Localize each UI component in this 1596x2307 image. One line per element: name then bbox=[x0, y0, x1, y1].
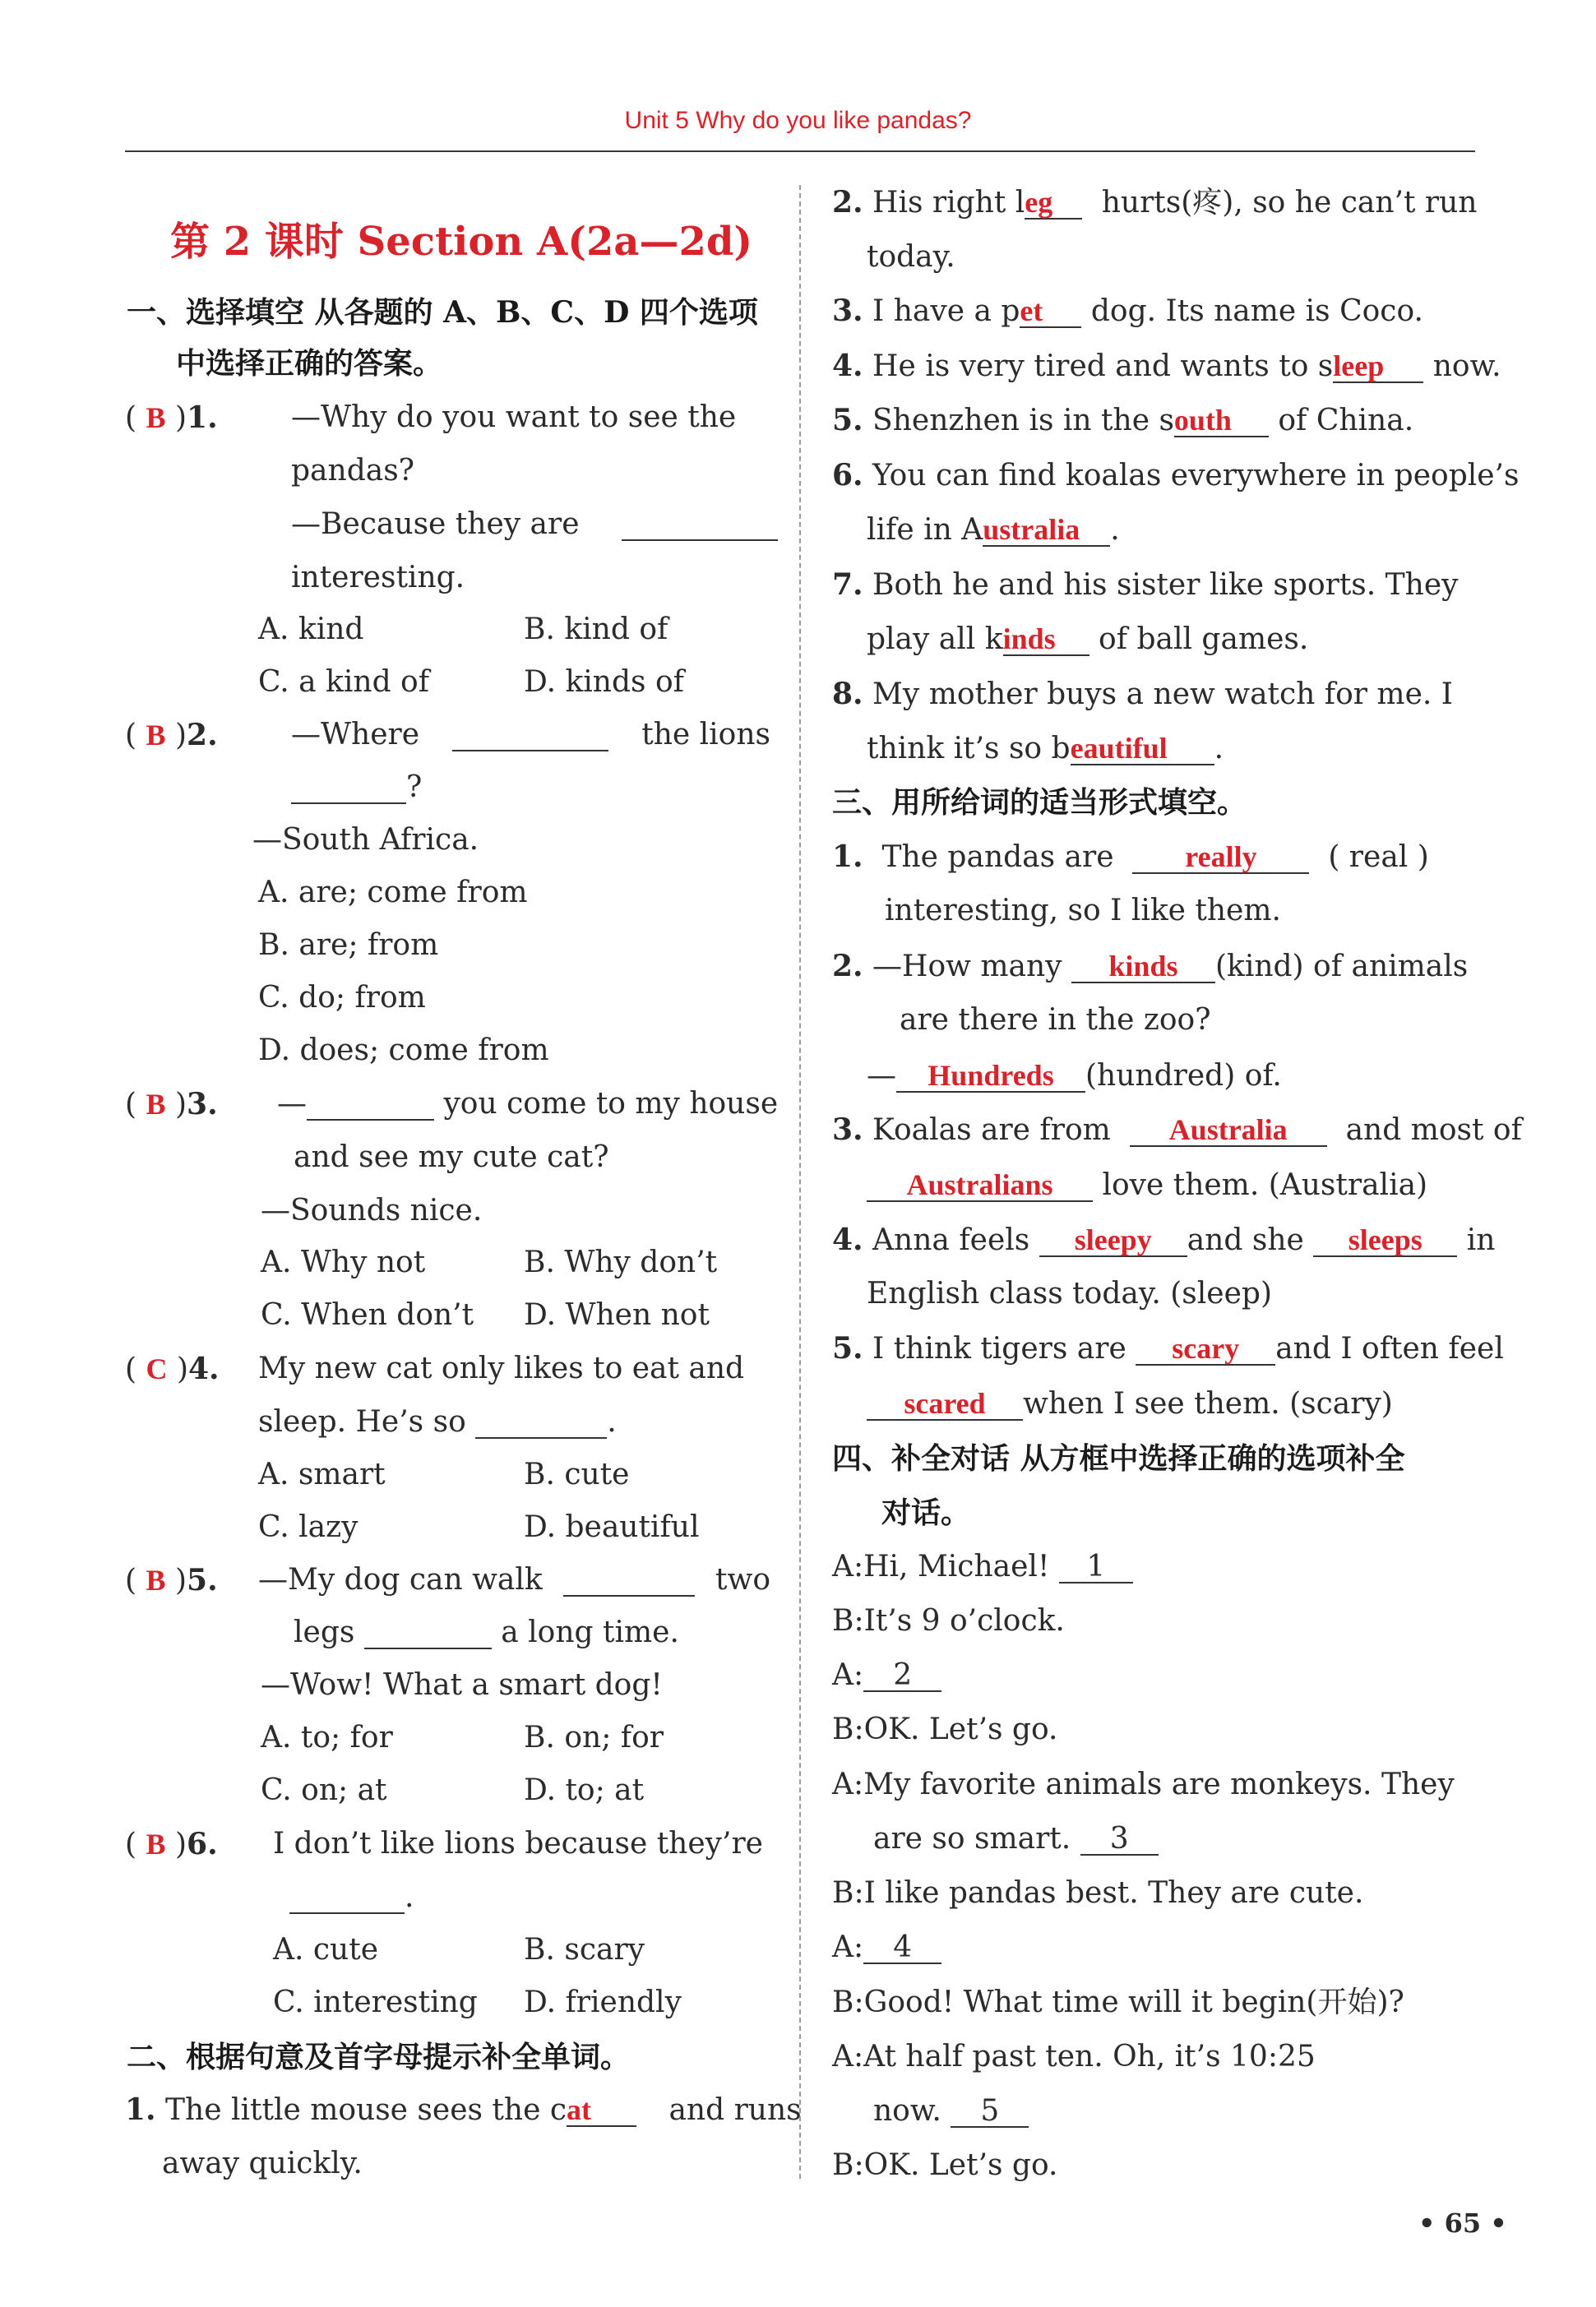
p3-q4-cont: English class today. (sleep) bbox=[867, 1277, 1272, 1311]
q5-answer: B bbox=[146, 1564, 166, 1597]
q1-option-b: B. kind of bbox=[524, 613, 668, 646]
q5-option-b: B. on; for bbox=[524, 1721, 664, 1755]
p3-q3: 3. Koalas are from Australia and most of bbox=[832, 1112, 1522, 1147]
q4-option-a: A. smart bbox=[258, 1458, 386, 1491]
header-rule bbox=[125, 150, 1475, 152]
dialog-line-2: B:It’s 9 o’clock. bbox=[832, 1604, 1065, 1638]
q5-option-a: A. to; for bbox=[261, 1721, 393, 1755]
q3-line-3: —Sounds nice. bbox=[261, 1194, 483, 1227]
dialog-blank-2[interactable]: 2 bbox=[863, 1661, 941, 1692]
q5-blank-1 bbox=[563, 1565, 695, 1597]
dialog-blank-3[interactable]: 3 bbox=[1080, 1824, 1159, 1856]
p2-item-7: 7. Both he and his sister like sports. They bbox=[832, 567, 1459, 602]
dialog-line-4: B:OK. Let’s go. bbox=[832, 1713, 1058, 1746]
dialog-line-3: A: 2 bbox=[832, 1661, 941, 1692]
q3-blank bbox=[307, 1089, 434, 1121]
q4-blank bbox=[475, 1408, 607, 1439]
q6-option-c: C. interesting bbox=[273, 1986, 478, 2019]
q3-option-b: B. Why don’t bbox=[524, 1246, 718, 1279]
q5-line-2: legs a long time. bbox=[294, 1616, 679, 1649]
q3-option-d: D. When not bbox=[524, 1298, 710, 1332]
q1-option-a: A. kind bbox=[258, 613, 364, 646]
q2-blank-1 bbox=[452, 720, 608, 751]
q4-line-1: My new cat only likes to eat and bbox=[258, 1352, 745, 1385]
q1-blank bbox=[622, 510, 778, 541]
part3-heading: 三、用所给词的适当形式填空。 bbox=[832, 785, 1247, 820]
q6-line-2: . bbox=[289, 1883, 414, 1914]
q4-option-b: B. cute bbox=[524, 1458, 630, 1491]
q1-answer-bracket: ( B )1. bbox=[125, 400, 218, 435]
dialog-line-10: A:At half past ten. Oh, it’s 10:25 bbox=[832, 2040, 1316, 2074]
dialog-blank-4[interactable]: 4 bbox=[863, 1933, 941, 1964]
p3-q1-cont: interesting, so I like them. bbox=[885, 894, 1281, 927]
q5-answer-bracket: ( B )5. bbox=[125, 1563, 218, 1597]
p3-q1: 1. The pandas are really ( real ) bbox=[832, 839, 1429, 874]
p2-item-7-cont: play all kinds of ball games. bbox=[867, 622, 1309, 656]
dialog-blank-1[interactable]: 1 bbox=[1059, 1552, 1133, 1583]
q3-answer-bracket: ( B )3. bbox=[125, 1087, 218, 1121]
dialog-blank-5[interactable]: 5 bbox=[951, 2097, 1029, 2128]
part4-heading: 四、补全对话 从方框中选择正确的选项补全 bbox=[832, 1441, 1405, 1476]
p2-item-6: 6. You can find koalas everywhere in people’s bbox=[832, 458, 1520, 492]
q6-answer: B bbox=[146, 1828, 166, 1861]
q3-line-2: and see my cute cat? bbox=[294, 1140, 609, 1174]
q1-line-1: —Why do you want to see the bbox=[291, 400, 737, 434]
lesson-title: 第 2 课时 Section A(2a—2d) bbox=[170, 219, 753, 265]
q2-blank-2 bbox=[291, 773, 406, 804]
part2-heading: 二、根据句意及首字母提示补全单词。 bbox=[127, 2040, 631, 2074]
p2-item-8-cont: think it’s so beautiful . bbox=[867, 732, 1224, 765]
q4-option-c: C. lazy bbox=[258, 1510, 359, 1544]
dialog-line-7: B:I like pandas best. They are cute. bbox=[832, 1876, 1364, 1910]
p2-item-2-cont: today. bbox=[867, 240, 955, 274]
part1-heading-cont: 中选择正确的答案。 bbox=[176, 346, 443, 381]
dialog-line-9: B:Good! What time will it begin(开始)? bbox=[832, 1986, 1404, 2019]
p2-item-1-cont: away quickly. bbox=[162, 2147, 363, 2180]
q5-line-1: —My dog can walk two bbox=[258, 1563, 770, 1597]
q1-line-3: —Because they are bbox=[291, 510, 778, 541]
q3-option-c: C. When don’t bbox=[261, 1298, 474, 1332]
q5-line-3: —Wow! What a smart dog! bbox=[261, 1668, 663, 1702]
p2-item-1: 1. The little mouse sees the cat and runs bbox=[125, 2092, 802, 2127]
q2-answer: B bbox=[146, 719, 166, 751]
dialog-line-1: A:Hi, Michael! 1 bbox=[832, 1552, 1133, 1583]
dialog-line-8: A: 4 bbox=[832, 1933, 941, 1964]
p2-item-6-cont: life in Australia . bbox=[867, 513, 1120, 547]
q2-option-b: B. are; from bbox=[258, 928, 439, 962]
p3-q2-cont: are there in the zoo? bbox=[900, 1003, 1211, 1037]
p3-q2: 2. —How many kinds (kind) of animals bbox=[832, 949, 1469, 983]
q6-line-1: I don’t like lions because they’re bbox=[273, 1827, 763, 1861]
q6-option-d: D. friendly bbox=[524, 1986, 682, 2019]
q4-answer-bracket: ( C )4. bbox=[125, 1352, 220, 1386]
q2-option-c: C. do; from bbox=[258, 981, 426, 1015]
part1-heading: 一、选择填空 从各题的 A、B、C、D 四个选项 bbox=[127, 295, 758, 330]
q4-option-d: D. beautiful bbox=[524, 1510, 700, 1544]
q6-option-a: A. cute bbox=[273, 1933, 379, 1967]
p2-item-4: 4. He is very tired and wants to sleep now. bbox=[832, 349, 1501, 383]
q6-answer-bracket: ( B )6. bbox=[125, 1827, 218, 1861]
q5-option-c: C. on; at bbox=[261, 1773, 387, 1807]
q1-answer: B bbox=[146, 401, 166, 434]
dialog-line-12: B:OK. Let’s go. bbox=[832, 2148, 1058, 2182]
q4-line-2: sleep. He’s so . bbox=[258, 1405, 617, 1439]
p2-item-5: 5. Shenzhen is in the south of China. bbox=[832, 403, 1414, 437]
p3-q5: 5. I think tigers are scary and I often feel bbox=[832, 1331, 1504, 1366]
p2-item-8: 8. My mother buys a new watch for me. I bbox=[832, 677, 1453, 711]
dialog-line-5: A:My favorite animals are monkeys. They bbox=[832, 1768, 1455, 1801]
running-header: Unit 5 Why do you like pandas? bbox=[624, 107, 972, 134]
page-number: • 65 • bbox=[1418, 2208, 1507, 2239]
q2-line-1: —Where the lions bbox=[291, 718, 770, 751]
q1-line-2: pandas? bbox=[291, 454, 414, 488]
q3-answer: B bbox=[146, 1088, 166, 1121]
p2-item-2: 2. His right leg hurts(疼), so he can’t run bbox=[832, 185, 1478, 220]
q1-line-4: interesting. bbox=[291, 561, 465, 594]
q2-option-d: D. does; come from bbox=[258, 1033, 549, 1067]
dialog-line-6: are so smart. 3 bbox=[873, 1824, 1159, 1856]
q5-blank-2 bbox=[364, 1618, 492, 1649]
q3-option-a: A. Why not bbox=[261, 1246, 426, 1279]
q2-option-a: A. are; come from bbox=[258, 876, 528, 909]
dialog-line-11: now. 5 bbox=[873, 2097, 1029, 2128]
q3-line-1: — you come to my house bbox=[277, 1087, 779, 1121]
q2-line-2: ? bbox=[291, 773, 422, 804]
p3-q5-cont: scared when I see them. (scary) bbox=[867, 1389, 1393, 1421]
q6-blank bbox=[289, 1883, 405, 1914]
q6-option-b: B. scary bbox=[524, 1933, 645, 1967]
q4-answer: C bbox=[146, 1352, 168, 1385]
q1-option-d: D. kinds of bbox=[524, 665, 684, 699]
column-divider bbox=[799, 185, 801, 2179]
p3-q3-cont: Australians love them. (Australia) bbox=[867, 1170, 1427, 1202]
p3-q2-reply: — Hundreds (hundred) of. bbox=[867, 1059, 1282, 1093]
part4-heading-cont: 对话。 bbox=[881, 1496, 971, 1530]
q2-answer-bracket: ( B )2. bbox=[125, 718, 218, 752]
p2-item-3: 3. I have a pet dog. Its name is Coco. bbox=[832, 294, 1423, 328]
p3-q4: 4. Anna feels sleepy and she sleeps in bbox=[832, 1223, 1496, 1257]
q1-option-c: C. a kind of bbox=[258, 665, 430, 699]
q2-line-3: —South Africa. bbox=[252, 823, 479, 857]
q5-option-d: D. to; at bbox=[524, 1773, 645, 1807]
